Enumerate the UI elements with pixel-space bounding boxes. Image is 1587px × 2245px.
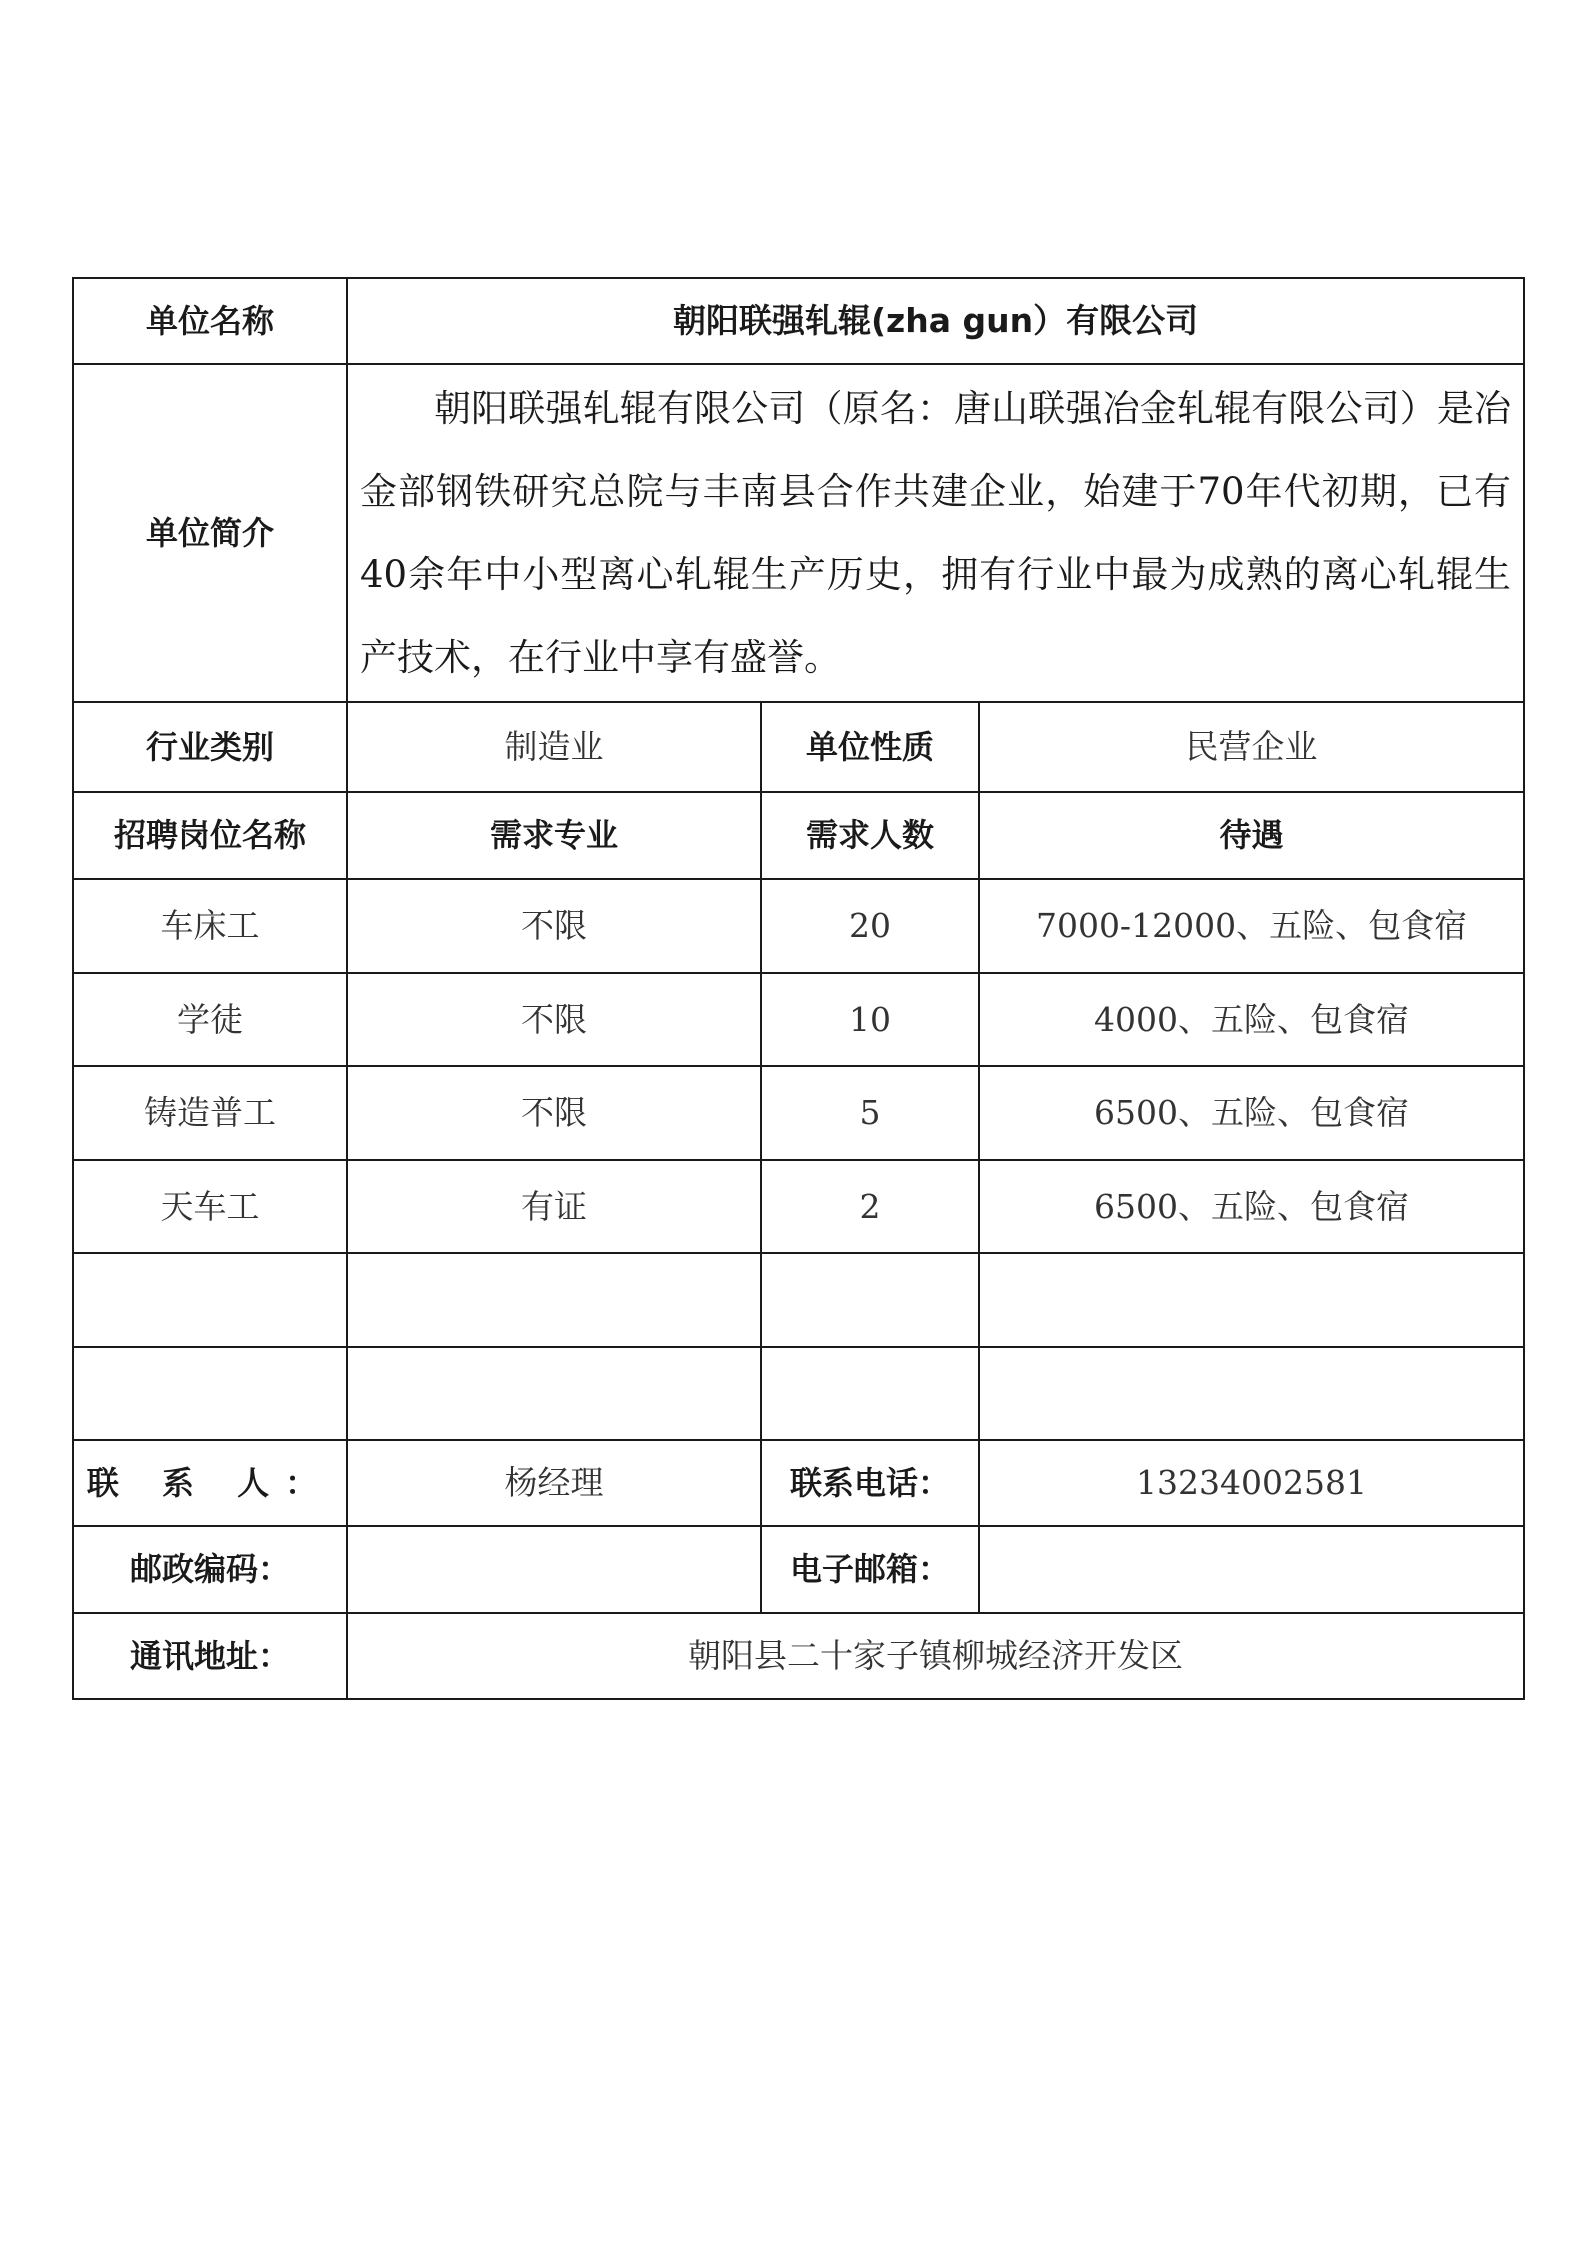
address-value: 朝阳县二十家子镇柳城经济开发区	[347, 1613, 1524, 1699]
empty-row	[73, 1253, 1524, 1347]
nature-label: 单位性质	[761, 702, 979, 792]
empty-cell	[761, 1253, 979, 1347]
table-row	[73, 879, 1524, 973]
contact-phone-value: 13234002581	[979, 1440, 1524, 1526]
industry-row	[73, 702, 1524, 792]
nature-value: 民营企业	[979, 702, 1524, 792]
empty-cell	[761, 1347, 979, 1440]
job-benefits: 7000-12000、五险、包食宿	[979, 879, 1524, 973]
job-benefits: 6500、五险、包食宿	[979, 1066, 1524, 1160]
contact-person-value: 杨经理	[347, 1440, 761, 1526]
job-benefits: 4000、五险、包食宿	[979, 973, 1524, 1066]
address-label: 通讯地址：	[73, 1613, 347, 1699]
empty-cell	[347, 1347, 761, 1440]
email-label: 电子邮箱：	[761, 1526, 979, 1613]
table-row	[73, 1160, 1524, 1253]
industry-value: 制造业	[347, 702, 761, 792]
postal-email-row	[73, 1526, 1524, 1613]
postal-code-label: 邮政编码：	[73, 1526, 347, 1613]
header-position: 招聘岗位名称	[73, 792, 347, 879]
header-count: 需求人数	[761, 792, 979, 879]
recruitment-form-table	[72, 277, 1525, 1700]
industry-label: 行业类别	[73, 702, 347, 792]
job-position: 车床工	[73, 879, 347, 973]
company-intro-row	[73, 364, 1524, 702]
contact-row	[73, 1440, 1524, 1526]
job-position: 学徒	[73, 973, 347, 1066]
company-name-value: 朝阳联强轧辊(zha gun）有限公司	[347, 278, 1524, 364]
empty-cell	[979, 1253, 1524, 1347]
job-count: 5	[761, 1066, 979, 1160]
job-benefits: 6500、五险、包食宿	[979, 1160, 1524, 1253]
job-major: 有证	[347, 1160, 761, 1253]
job-count: 2	[761, 1160, 979, 1253]
table-row	[73, 1066, 1524, 1160]
company-name-row	[73, 278, 1524, 364]
job-position: 铸造普工	[73, 1066, 347, 1160]
empty-cell	[73, 1253, 347, 1347]
company-intro-label: 单位简介	[73, 364, 347, 702]
contact-person-label: 联 系 人：	[73, 1440, 347, 1526]
postal-code-value	[347, 1526, 761, 1613]
empty-cell	[979, 1347, 1524, 1440]
company-name-label: 单位名称	[73, 278, 347, 364]
table-row	[73, 973, 1524, 1066]
job-major: 不限	[347, 1066, 761, 1160]
jobs-header-row	[73, 792, 1524, 879]
job-count: 10	[761, 973, 979, 1066]
job-position: 天车工	[73, 1160, 347, 1253]
header-benefits: 待遇	[979, 792, 1524, 879]
email-value	[979, 1526, 1524, 1613]
header-major: 需求专业	[347, 792, 761, 879]
job-count: 20	[761, 879, 979, 973]
address-row	[73, 1613, 1524, 1699]
company-intro-text: 朝阳联强轧辊有限公司（原名：唐山联强冶金轧辊有限公司）是冶金部钢铁研究总院与丰南县合作共建企业，始建于70年代初期，已有40余年中小型离心轧辊生产历史，拥有行业中最为成熟的离心轧辊生产技术，在行业中享有盛誉。	[347, 364, 1524, 702]
job-major: 不限	[347, 879, 761, 973]
empty-cell	[73, 1347, 347, 1440]
empty-cell	[347, 1253, 761, 1347]
job-major: 不限	[347, 973, 761, 1066]
contact-phone-label: 联系电话：	[761, 1440, 979, 1526]
empty-row	[73, 1347, 1524, 1440]
